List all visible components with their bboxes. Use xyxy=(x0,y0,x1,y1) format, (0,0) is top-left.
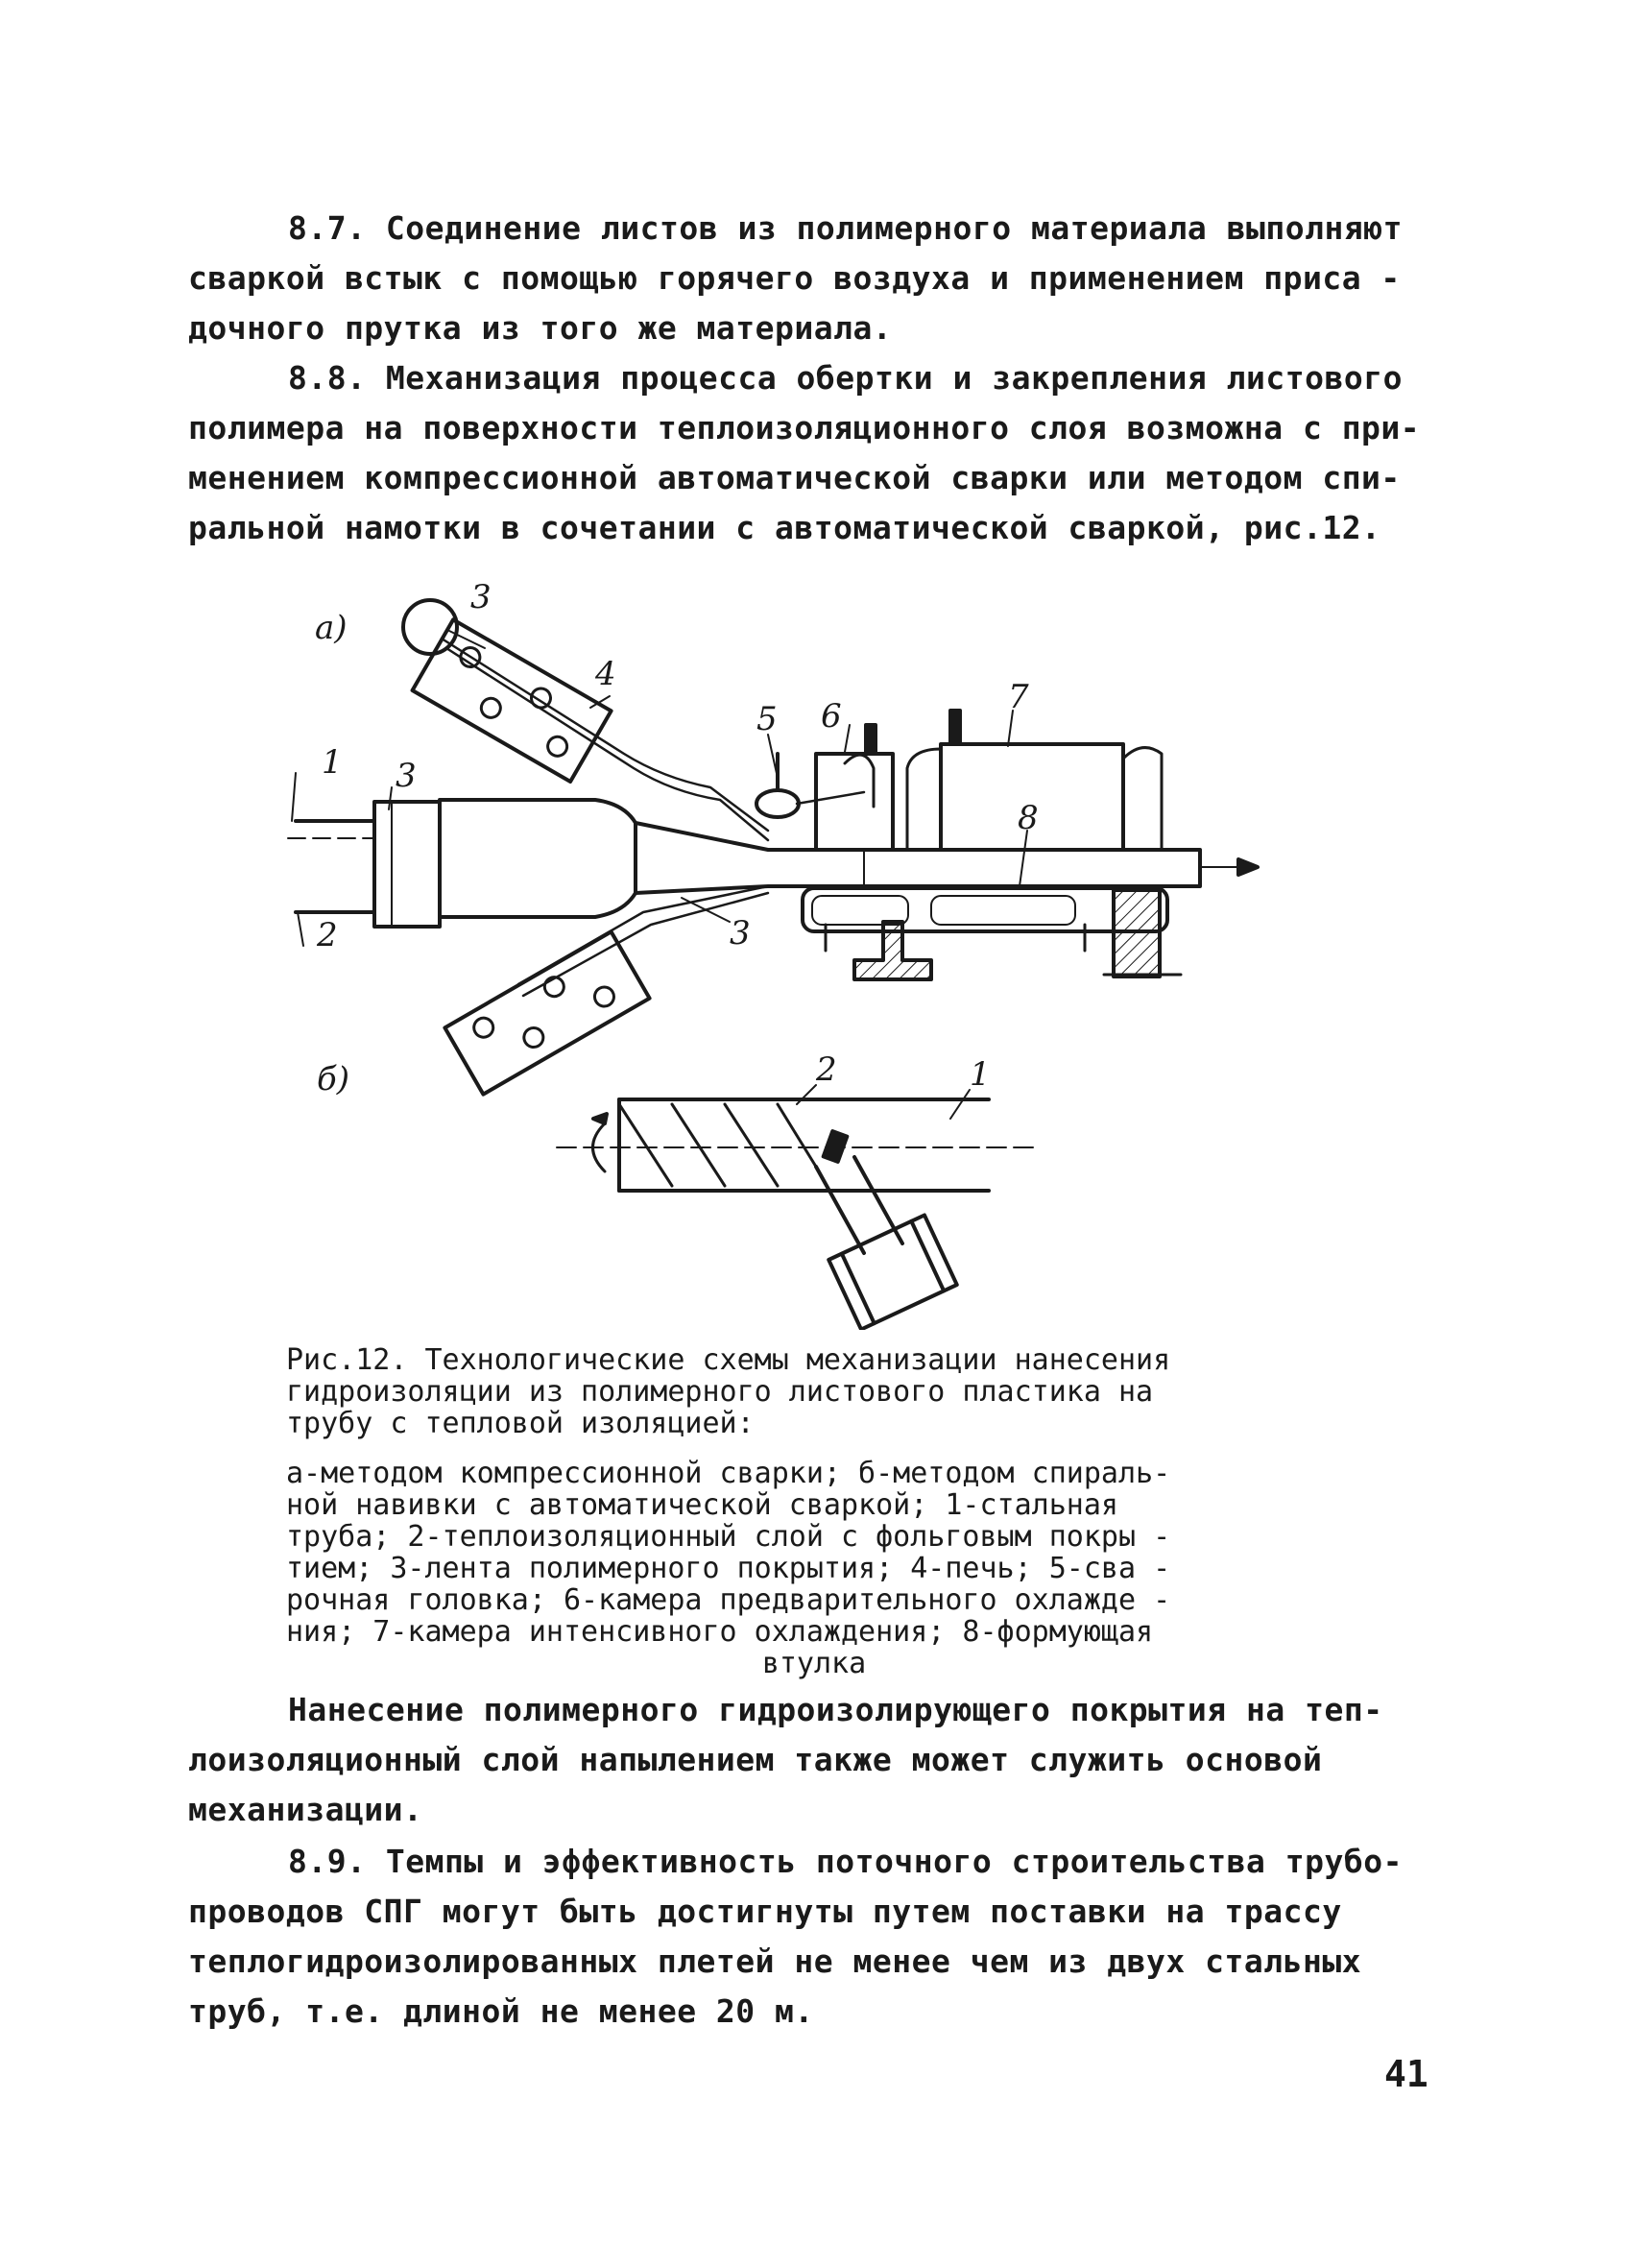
callout-5: 5 xyxy=(756,700,778,738)
callout-7: 7 xyxy=(1008,678,1029,716)
figure-12-mechanization-schemes xyxy=(278,581,1296,1330)
paragraph-8-8 xyxy=(188,353,1427,553)
callout-3: 3 xyxy=(396,757,417,795)
callout-1: 1 xyxy=(322,743,343,782)
callout-6: 6 xyxy=(821,697,842,736)
text-line: теплогидроизолированных плетей не менее чем из двух стальных xyxy=(188,1942,1362,1980)
text-line: а-методом компрессионной сварки; б-методом спираль- xyxy=(286,1457,1171,1490)
text-line: рочная головка; 6-камера предварительного охлажде - xyxy=(286,1583,1171,1617)
text-line: труба; 2-теплоизоляционный слой с фольговым покры - xyxy=(286,1520,1171,1554)
text-line: Рис.12. Технологические схемы механизации нанесения xyxy=(286,1343,1171,1377)
text-line: дочного прутка из того же материала. xyxy=(188,309,893,347)
callout-1: 1 xyxy=(970,1055,991,1094)
callout-3: 3 xyxy=(730,914,751,953)
welding-head xyxy=(756,754,864,817)
callout-8: 8 xyxy=(1018,799,1039,837)
panel-b-label: б) xyxy=(317,1060,350,1098)
text-line: гидроизоляции из полимерного листового пластика на xyxy=(286,1375,1154,1409)
precooling-chamber xyxy=(816,754,893,850)
callout-3: 3 xyxy=(470,581,492,616)
text-line: втулка xyxy=(761,1647,867,1680)
text-line: Нанесение полимерного гидроизолирующего покрытия на теп- xyxy=(288,1691,1383,1728)
insulation-layer xyxy=(440,800,636,917)
oven-lower xyxy=(444,931,649,1094)
steel-pipe xyxy=(288,821,374,912)
text-line: проводов СПГ могут быть достигнуты путем поставки на трассу xyxy=(188,1893,1342,1930)
figure-caption-title xyxy=(286,1344,1342,1439)
callout-2: 2 xyxy=(317,916,338,954)
text-line: ной навивки с автоматической сваркой; 1-стальная xyxy=(286,1488,1118,1522)
text-line: 8.8. Механизация процесса обертки и закрепления листового xyxy=(288,359,1403,397)
text-line: сваркой встык с помощью горячего воздуха и применением приса - xyxy=(188,259,1401,297)
text-line: полимера на поверхности теплоизоляционного слоя возможна с при- xyxy=(188,409,1421,446)
panel-a-label: а) xyxy=(315,609,348,647)
spiral-winding-pipe xyxy=(557,1099,1037,1329)
paragraph-8-7 xyxy=(188,204,1427,353)
tape-coupling xyxy=(374,802,440,927)
text-line: 8.9. Темпы и эффективность поточного строительства трубо- xyxy=(288,1843,1403,1880)
paragraph-spray-coating xyxy=(188,1685,1427,1835)
text-line: труб, т.е. длиной не менее 20 м. xyxy=(188,1992,814,2030)
text-line: трубу с тепловой изоляцией: xyxy=(286,1407,755,1440)
callout-2: 2 xyxy=(816,1050,837,1089)
text-line: механизации. xyxy=(188,1791,423,1828)
page-number: 41 xyxy=(1384,2053,1428,2095)
paragraph-8-9 xyxy=(188,1837,1427,2037)
text-line: менением компрессионной автоматической сварки или методом спи- xyxy=(188,459,1401,496)
oven-upper xyxy=(413,619,612,782)
forming-sleeve xyxy=(636,823,1200,893)
text-line: лоизоляционный слой напылением также может служить основой xyxy=(188,1741,1323,1778)
figure-caption-legend xyxy=(286,1458,1342,1679)
support-frame xyxy=(803,888,1181,979)
text-line: 8.7. Соединение листов из полимерного материала выполняют xyxy=(288,209,1403,247)
text-line: ния; 7-камера интенсивного охлаждения; 8-формующая xyxy=(286,1615,1154,1649)
text-line: тием; 3-лента полимерного покрытия; 4-печь; 5-сва - xyxy=(286,1552,1171,1585)
callout-4: 4 xyxy=(595,655,616,693)
text-line: ральной намотки в сочетании с автоматической сваркой, рис.12. xyxy=(188,509,1381,546)
